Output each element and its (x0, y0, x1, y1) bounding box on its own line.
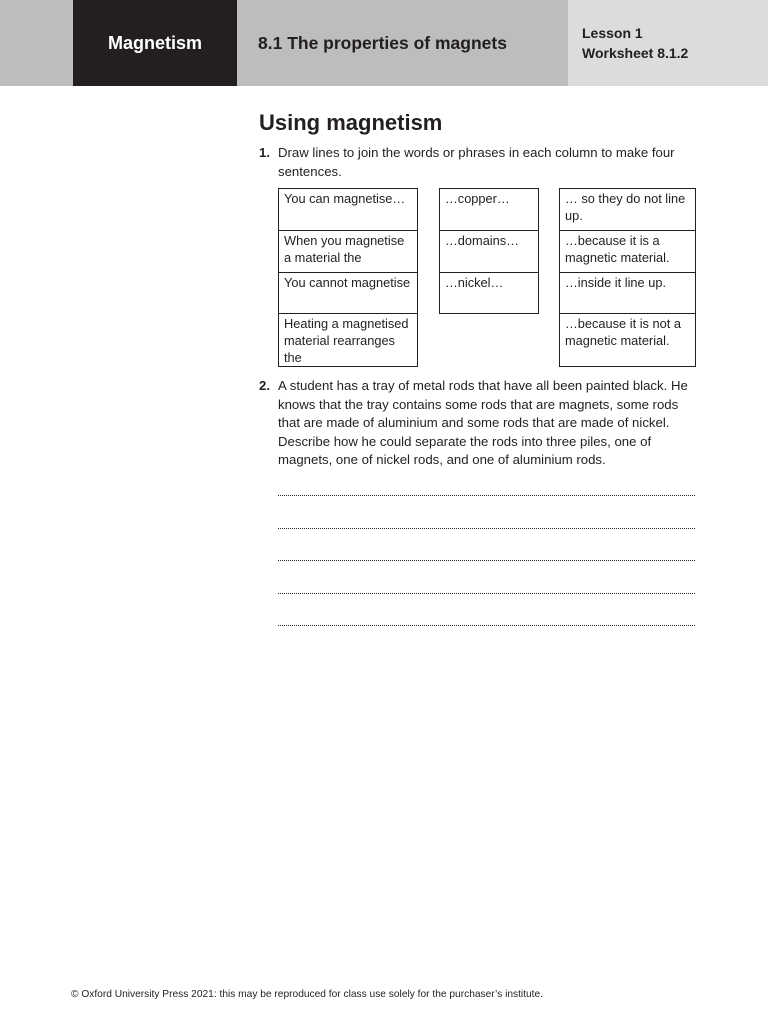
question-2 (259, 377, 698, 470)
column2-cell-1: …copper… (439, 188, 539, 231)
question-number: 1. (259, 145, 270, 160)
column2-cell-2: …domains… (439, 230, 539, 273)
header-bar (0, 0, 768, 86)
column3-cell-4: …because it is not a magnetic material. (559, 313, 696, 367)
column1-cell-3: You cannot magnetise (278, 272, 418, 314)
unit-title: Magnetism (73, 0, 237, 86)
column2-cell-3: …nickel… (439, 272, 539, 314)
answer-line-5[interactable] (278, 619, 695, 626)
answer-line-3[interactable] (278, 554, 695, 561)
column1-cell-1: You can magnetise… (278, 188, 418, 231)
column3-cell-3: …inside it line up. (559, 272, 696, 314)
answer-line-4[interactable] (278, 587, 695, 594)
column3-cell-2: …because it is a magnetic material. (559, 230, 696, 273)
question-text: A student has a tray of metal rods that have all been painted black. He knows that the tray contains some rods that are magnets, some rods that are made of aluminium and some rods that are made of nickel. Describe how he could separate the rods into three piles, one of magnets, one of nickel rods, and one of aluminium rods. (278, 378, 688, 467)
question-number: 2. (259, 378, 270, 393)
worksheet-label: Worksheet 8.1.2 (582, 45, 689, 61)
topic-title: 8.1 The properties of magnets (258, 32, 507, 53)
question-1 (259, 144, 698, 181)
answer-line-1[interactable] (278, 489, 695, 496)
page-title: Using magnetism (259, 110, 443, 135)
lesson-label: Lesson 1 (582, 25, 643, 41)
column3-cell-1: … so they do not line up. (559, 188, 696, 231)
question-text: Draw lines to join the words or phrases in each column to make four sentences. (278, 145, 675, 179)
column1-cell-2: When you magnetise a material the (278, 230, 418, 273)
copyright-footer: © Oxford University Press 2021: this may be reproduced for class use solely for the purchaser’s institute. (71, 989, 544, 1000)
column1-cell-4: Heating a magnetised material rearranges the (278, 313, 418, 367)
lesson-info (568, 0, 768, 86)
answer-line-2[interactable] (278, 522, 695, 529)
